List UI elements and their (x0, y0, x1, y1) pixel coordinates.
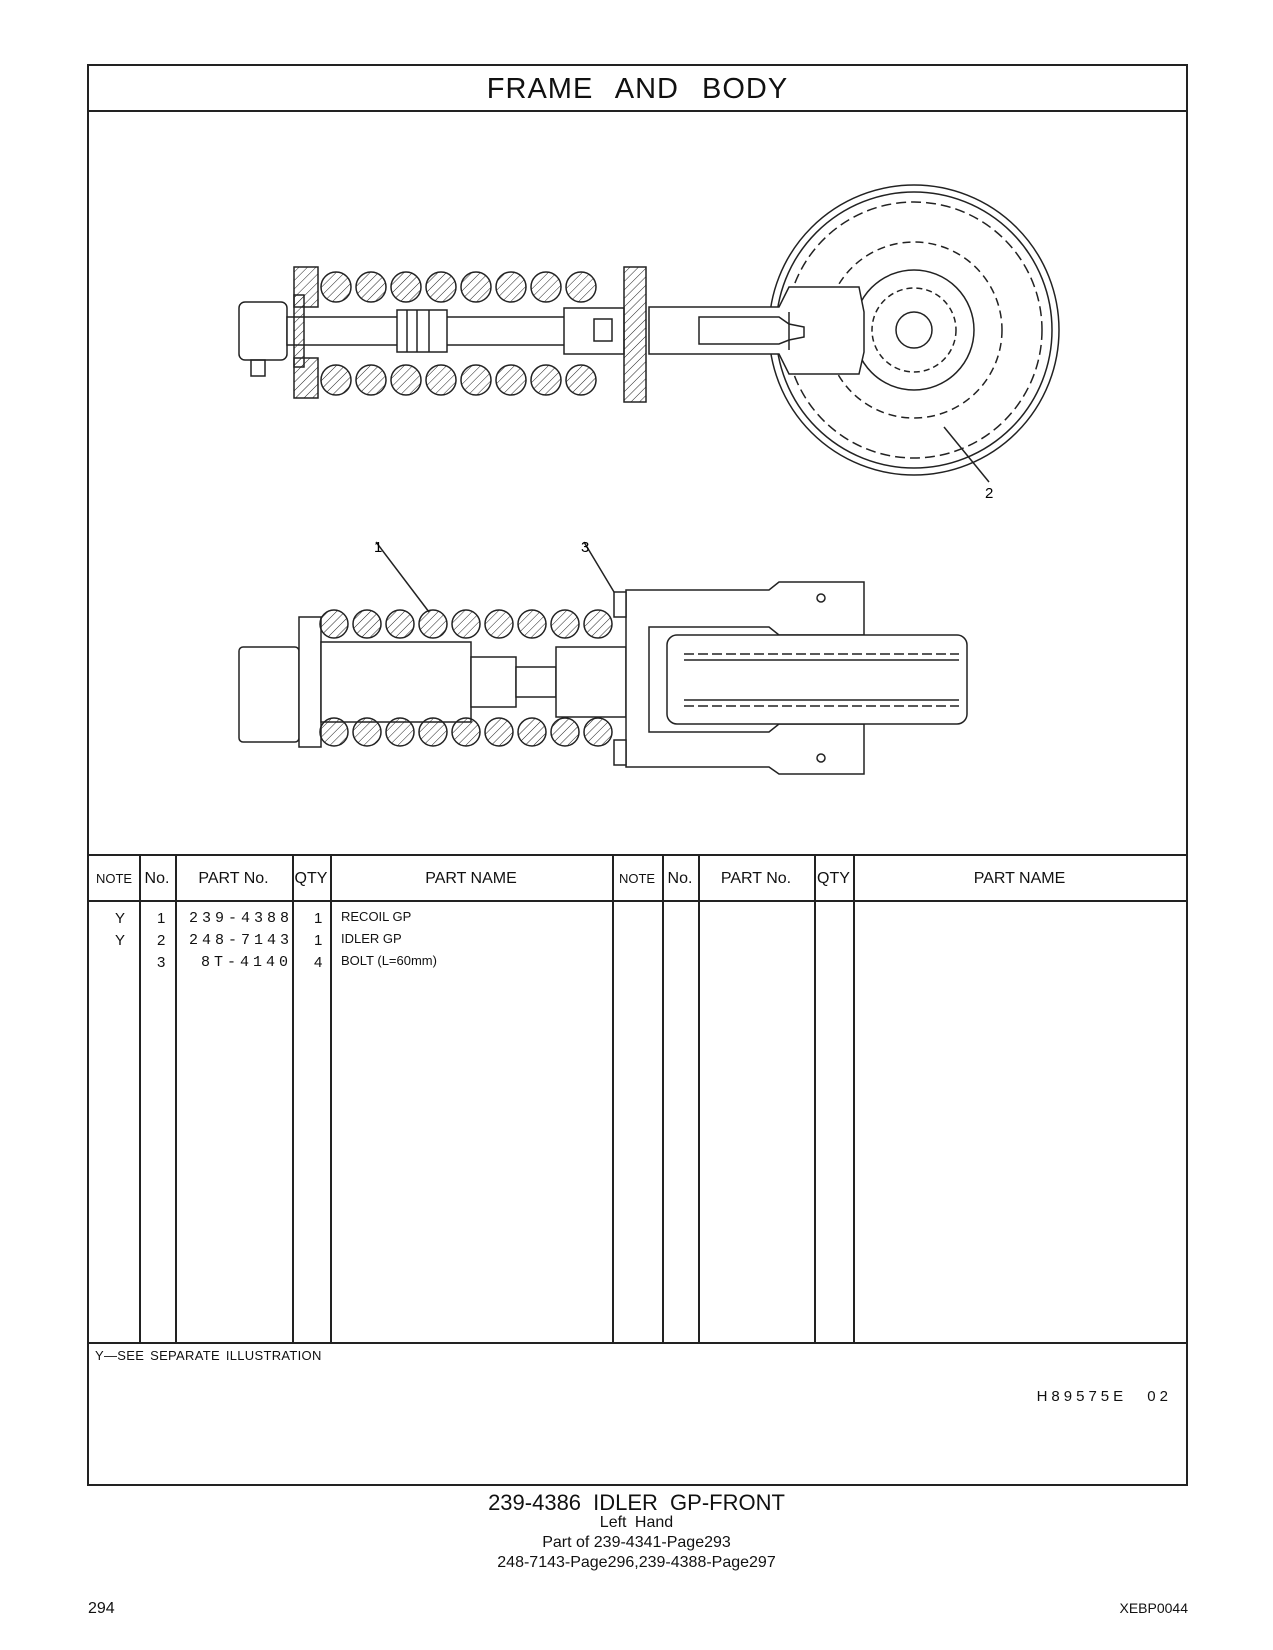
callout-3: 3 (581, 539, 590, 556)
page-title: FRAME AND BODY (89, 66, 1186, 112)
document-code: XEBP0044 (1119, 1600, 1188, 1616)
header-note-right: NOTE (618, 871, 656, 886)
caption-part-of: Part of 239-4341-Page293 (542, 1534, 731, 1551)
parts-page-frame (87, 64, 1188, 1486)
row-part-name: BOLT (L=60mm) (341, 953, 437, 968)
row-no: 1 (157, 910, 166, 927)
header-part-no-right: PART No. (720, 870, 792, 887)
header-part-name-right: PART NAME (973, 870, 1066, 887)
row-part-no: 8T-4140 (201, 954, 293, 971)
caption-title: 239-4386 IDLER GP-FRONT (488, 1490, 785, 1515)
drawing-reference: H89575E 02 (1036, 1388, 1172, 1405)
row-part-no: 248-7143 (189, 932, 294, 949)
header-part-name: PART NAME (425, 870, 517, 887)
row-note: Y (115, 910, 126, 927)
header-qty: QTY (294, 870, 328, 887)
callout-2: 2 (985, 485, 994, 502)
caption-side: Left Hand (599, 1514, 674, 1531)
header-no: No. (144, 870, 170, 887)
header-no-right: No. (667, 870, 693, 887)
row-qty: 4 (314, 954, 323, 971)
row-no: 2 (157, 932, 166, 949)
idler-drawing (89, 112, 1186, 900)
table-bottom-rule (89, 1342, 1186, 1344)
row-part-no: 239-4388 (189, 910, 294, 927)
header-part-no: PART No. (198, 870, 269, 887)
callout-1: 1 (374, 539, 383, 556)
page-number: 294 (88, 1600, 115, 1617)
header-note: NOTE (95, 871, 133, 886)
parts-illustration (89, 112, 1186, 900)
header-qty-right: QTY (817, 870, 850, 887)
row-qty: 1 (314, 910, 323, 927)
row-part-name: RECOIL GP (341, 909, 412, 924)
row-part-name: IDLER GP (341, 931, 402, 946)
row-no: 3 (157, 954, 166, 971)
row-qty: 1 (314, 932, 323, 949)
footnote: Y—SEE SEPARATE ILLUSTRATION (95, 1348, 322, 1363)
row-note: Y (115, 932, 126, 949)
caption-see-pages: 248-7143-Page296,239-4388-Page297 (497, 1554, 776, 1571)
